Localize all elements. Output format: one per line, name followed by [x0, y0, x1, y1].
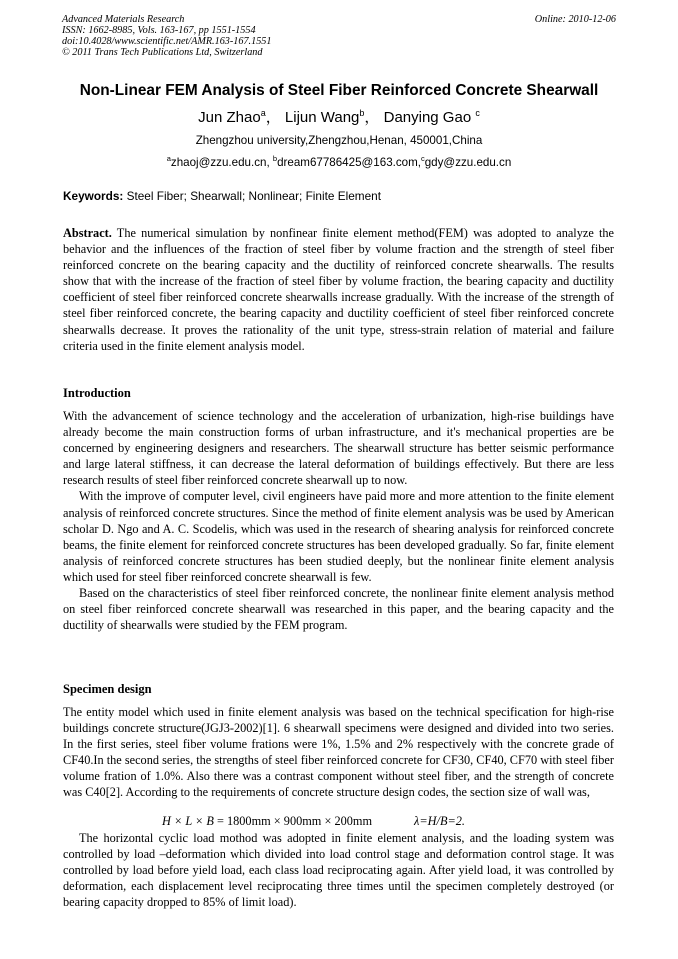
- section-heading-specimen-design: Specimen design: [63, 682, 152, 696]
- keywords: [63, 189, 381, 203]
- author-list: [0, 106, 678, 127]
- abstract-label: Abstract.: [63, 226, 112, 240]
- keywords-text: Steel Fiber; Shearwall; Nonlinear; Finite Element: [123, 189, 381, 203]
- copyright-line: © 2011 Trans Tech Publications Ltd, Switzerland: [62, 47, 263, 58]
- doi-line: doi:10.4028/www.scientific.net/AMR.163-167.1551: [62, 36, 272, 47]
- paper-title: Non-Linear FEM Analysis of Steel Fiber Reinforced Concrete Shearwall: [79, 82, 599, 99]
- author-name: Lijun Wang: [284, 109, 360, 126]
- email-address: zhaoj@zzu.edu.cn,: [170, 155, 273, 169]
- issn-line: ISSN: 1662-8985, Vols. 163-167, pp 1551-1554: [62, 25, 256, 36]
- email-list: [0, 154, 678, 169]
- abstract: [63, 225, 614, 354]
- formula-equation: = 1800mm × 900mm × 200mm: [213, 814, 373, 828]
- affiliation: Zhengzhou university,Zhengzhou,Henan, 450001,China: [195, 134, 483, 147]
- paragraph: The entity model which used in finite element analysis was based on the technical specification for high-rise buildings concrete structure(JGJ3-2002)[1]. 6 shearwall specimens were designed and divided into two series. In the first series, steel fiber volume frations were 1%, 1.5% and 2% respectively with the concrete grade of CF40.In the second series, the strengths of steel fiber reinforced concrete for CF30, CF40, CF70 with steel fiber volume fration of 1.0%. Also there was a contrast component without steel fiber, and the strength of concrete was C40[2]. According to the requirements of concrete structure design codes, the section size of wall was,: [63, 705, 614, 800]
- paragraph: The horizontal cyclic load mothod was adopted in finite element analysis, and the loading system was controlled by load –deformation which divided into load control stage and deformation control stage. It was controlled by load before yield load, each class load reciprocating again. After yield load, it was controlled by deformation, each displacement level reciprocating three times until the specimen completely destroyed (or bearing capacity dropped to 85% of limit load).: [63, 831, 614, 910]
- author-sup: b: [359, 108, 365, 118]
- author-name: Danying Gao: [383, 109, 472, 126]
- journal-header: [62, 14, 271, 58]
- specimen-paragraph-2: [63, 830, 614, 910]
- section-heading-introduction: Introduction: [63, 386, 131, 400]
- email-address: gdy@zzu.edu.cn: [424, 155, 512, 169]
- author-name: Jun Zhao: [198, 109, 261, 126]
- formula-vars: H × L × B: [162, 814, 214, 828]
- keywords-label: Keywords:: [63, 189, 124, 203]
- author-sep: ，: [364, 109, 380, 126]
- introduction-body: [63, 408, 614, 633]
- email-sup: a: [166, 154, 171, 163]
- online-date: Online: 2010-12-06: [534, 14, 616, 25]
- paragraph: With the improve of computer level, civil engineers have paid more and more attention to the finite element analysis of reinforced concrete structures. Since the method of finite element analysis was be used by American scholar D. Ngo and A. C. Scodelis, which was used in the research of shearing analysis for reinforced concrete beams, the finite element for reinforced concrete structures has been developed gradually. So far, finite element analysis of reinforced concrete structures has been studied deeply, but the nonlinear finite element analysis which used for steel fiber reinforced concrete shearwall is few.: [63, 489, 614, 584]
- formula-lambda: λ=H/B=2.: [414, 814, 465, 828]
- section-size-formula: [162, 814, 465, 829]
- paragraph: Based on the characteristics of steel fiber reinforced concrete, the nonlinear finite element analysis method on steel fiber reinforced concrete shearwall was researched in this paper, and the bearing capacity and the ductility of shearwalls were studied by the FEM program.: [63, 586, 614, 633]
- email-sup: c: [420, 154, 425, 163]
- email-address: dream67786425@163.com,: [277, 155, 421, 169]
- journal-name: Advanced Materials Research: [62, 14, 185, 25]
- email-sup: b: [272, 154, 278, 163]
- author-sup: a: [260, 108, 266, 118]
- paragraph: With the advancement of science technology and the acceleration of urbanization, high-rise buildings have already become the main construction forms of urban infrastructure, and it's mechanical properties are be concerned by engineering designers and researchers. The shearwall structure has better seismic performance and large lateral stiffness, it can decrease the lateral deformation of buildings effectively. But there are less research results of steel fiber reinforced concrete shearwall up to now.: [63, 409, 614, 488]
- author-sep: ，: [265, 109, 281, 126]
- specimen-paragraph-1: [63, 704, 614, 801]
- author-sup: c: [475, 108, 480, 118]
- abstract-text: The numerical simulation by nonfinear finite element method(FEM) was adopted to analyze the behavior and the influences of the fraction of steel fiber by volume fraction and the strength of steel fiber reinforced concrete on the bearing capacity and the ductility of reinforced concrete shearwalls. The results show that with the increase of the fraction of steel fiber by volume fraction, the bearing capacity and ductility coefficient of steel fiber reinforced concrete shearwalls increase gradually. With the increase of the strength of steel fiber reinforced concrete, the bearing capacity and ductility coefficient of steel fiber reinforced concrete shearwalls decrease. It proves the rationality of the unit type, stress-strain relation of material and failure criteria used in the finite element analysis model.: [63, 226, 614, 353]
